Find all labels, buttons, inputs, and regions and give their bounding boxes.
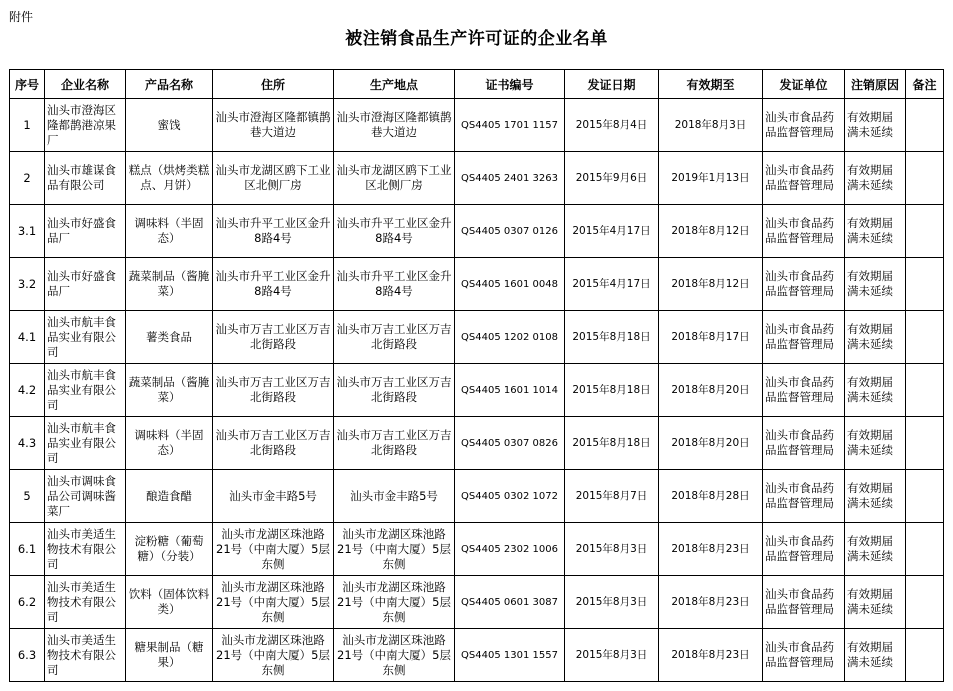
cell-cert: QS4405 0601 3087 bbox=[455, 576, 565, 629]
cell-no: 4.2 bbox=[10, 364, 45, 417]
cell-product: 糖果制品（糖果） bbox=[126, 629, 213, 682]
cell-reason: 有效期届满未延续 bbox=[845, 205, 906, 258]
cell-issuer: 汕头市食品药品监督管理局 bbox=[763, 205, 845, 258]
cell-address: 汕头市万吉工业区万吉北街路段 bbox=[213, 417, 334, 470]
cell-cert: QS4405 1202 0108 bbox=[455, 311, 565, 364]
cell-cert: QS4405 0307 0826 bbox=[455, 417, 565, 470]
cell-cert: QS4405 1601 0048 bbox=[455, 258, 565, 311]
cell-issuer: 汕头市食品药品监督管理局 bbox=[763, 152, 845, 205]
cell-issue-date: 2015年8月4日 bbox=[565, 99, 659, 152]
cell-no: 2 bbox=[10, 152, 45, 205]
cell-company: 汕头市美适生物技术有限公司 bbox=[45, 523, 126, 576]
cell-reason: 有效期届满未延续 bbox=[845, 364, 906, 417]
cell-reason: 有效期届满未延续 bbox=[845, 258, 906, 311]
cell-issue-date: 2015年8月18日 bbox=[565, 417, 659, 470]
header-address: 住所 bbox=[213, 70, 334, 99]
cell-no: 4.3 bbox=[10, 417, 45, 470]
cell-product: 糕点（烘烤类糕点、月饼） bbox=[126, 152, 213, 205]
cell-cert: QS4405 2302 1006 bbox=[455, 523, 565, 576]
cell-issuer: 汕头市食品药品监督管理局 bbox=[763, 629, 845, 682]
cell-address: 汕头市升平工业区金升8路4号 bbox=[213, 205, 334, 258]
cell-company: 汕头市航丰食品实业有限公司 bbox=[45, 364, 126, 417]
cell-site: 汕头市升平工业区金升8路4号 bbox=[334, 258, 455, 311]
cell-expiry: 2018年8月23日 bbox=[659, 629, 763, 682]
cell-site: 汕头市万吉工业区万吉北街路段 bbox=[334, 417, 455, 470]
cell-no: 6.3 bbox=[10, 629, 45, 682]
cell-issue-date: 2015年8月7日 bbox=[565, 470, 659, 523]
cancelled-license-table bbox=[9, 69, 944, 682]
cell-site: 汕头市万吉工业区万吉北街路段 bbox=[334, 364, 455, 417]
cell-remark bbox=[906, 417, 944, 470]
cell-issuer: 汕头市食品药品监督管理局 bbox=[763, 258, 845, 311]
cell-product: 蔬菜制品（酱腌菜） bbox=[126, 258, 213, 311]
cell-cert: QS4405 0307 0126 bbox=[455, 205, 565, 258]
cell-no: 6.2 bbox=[10, 576, 45, 629]
cell-product: 饮料（固体饮料类） bbox=[126, 576, 213, 629]
table-row bbox=[10, 205, 944, 258]
table-row bbox=[10, 629, 944, 682]
cell-address: 汕头市龙湖区珠池路21号（中南大厦）5层东侧 bbox=[213, 629, 334, 682]
table-row bbox=[10, 523, 944, 576]
cell-company: 汕头市雄谋食品有限公司 bbox=[45, 152, 126, 205]
cell-address: 汕头市升平工业区金升8路4号 bbox=[213, 258, 334, 311]
table-row bbox=[10, 364, 944, 417]
cell-product: 蜜饯 bbox=[126, 99, 213, 152]
cell-issuer: 汕头市食品药品监督管理局 bbox=[763, 523, 845, 576]
cell-reason: 有效期届满未延续 bbox=[845, 417, 906, 470]
attachment-label: 附件 bbox=[9, 10, 34, 24]
cell-cert: QS4405 2401 3263 bbox=[455, 152, 565, 205]
cell-expiry: 2018年8月17日 bbox=[659, 311, 763, 364]
cell-reason: 有效期届满未延续 bbox=[845, 152, 906, 205]
cell-site: 汕头市龙湖区珠池路21号（中南大厦）5层东侧 bbox=[334, 576, 455, 629]
cell-issue-date: 2015年4月17日 bbox=[565, 205, 659, 258]
cell-no: 1 bbox=[10, 99, 45, 152]
cell-company: 汕头市航丰食品实业有限公司 bbox=[45, 417, 126, 470]
cell-company: 汕头市美适生物技术有限公司 bbox=[45, 576, 126, 629]
cell-remark bbox=[906, 152, 944, 205]
cell-expiry: 2018年8月12日 bbox=[659, 205, 763, 258]
cell-issue-date: 2015年8月3日 bbox=[565, 629, 659, 682]
table-row bbox=[10, 99, 944, 152]
cell-issue-date: 2015年8月18日 bbox=[565, 311, 659, 364]
cell-no: 6.1 bbox=[10, 523, 45, 576]
cell-cert: QS4405 1301 1557 bbox=[455, 629, 565, 682]
cell-reason: 有效期届满未延续 bbox=[845, 523, 906, 576]
cell-reason: 有效期届满未延续 bbox=[845, 470, 906, 523]
header-company: 企业名称 bbox=[45, 70, 126, 99]
cell-product: 调味料（半固态） bbox=[126, 417, 213, 470]
cell-no: 3.1 bbox=[10, 205, 45, 258]
cell-issuer: 汕头市食品药品监督管理局 bbox=[763, 99, 845, 152]
cell-no: 3.2 bbox=[10, 258, 45, 311]
cell-expiry: 2018年8月12日 bbox=[659, 258, 763, 311]
cell-company: 汕头市好盛食品厂 bbox=[45, 258, 126, 311]
table-row bbox=[10, 311, 944, 364]
cell-no: 4.1 bbox=[10, 311, 45, 364]
cell-company: 汕头市美适生物技术有限公司 bbox=[45, 629, 126, 682]
cell-issue-date: 2015年8月3日 bbox=[565, 523, 659, 576]
cell-expiry: 2018年8月23日 bbox=[659, 576, 763, 629]
header-expiry: 有效期至 bbox=[659, 70, 763, 99]
header-remark: 备注 bbox=[906, 70, 944, 99]
cell-cert: QS4405 1601 1014 bbox=[455, 364, 565, 417]
cell-company: 汕头市调味食品公司调味酱菜厂 bbox=[45, 470, 126, 523]
cell-site: 汕头市万吉工业区万吉北街路段 bbox=[334, 311, 455, 364]
cell-remark bbox=[906, 99, 944, 152]
cell-cert: QS4405 1701 1157 bbox=[455, 99, 565, 152]
cell-address: 汕头市金丰路5号 bbox=[213, 470, 334, 523]
cell-expiry: 2018年8月3日 bbox=[659, 99, 763, 152]
cell-issue-date: 2015年8月18日 bbox=[565, 364, 659, 417]
cell-expiry: 2018年8月28日 bbox=[659, 470, 763, 523]
cell-product: 蔬菜制品（酱腌菜） bbox=[126, 364, 213, 417]
cell-issue-date: 2015年8月3日 bbox=[565, 576, 659, 629]
table-row bbox=[10, 576, 944, 629]
cell-remark bbox=[906, 629, 944, 682]
cell-address: 汕头市龙湖区鸥下工业区北侧厂房 bbox=[213, 152, 334, 205]
cell-product: 调味料（半固态） bbox=[126, 205, 213, 258]
header-site: 生产地点 bbox=[334, 70, 455, 99]
cell-site: 汕头市龙湖区鸥下工业区北侧厂房 bbox=[334, 152, 455, 205]
table-row bbox=[10, 470, 944, 523]
cell-issuer: 汕头市食品药品监督管理局 bbox=[763, 576, 845, 629]
cell-remark bbox=[906, 311, 944, 364]
cell-no: 5 bbox=[10, 470, 45, 523]
cell-remark bbox=[906, 205, 944, 258]
cell-reason: 有效期届满未延续 bbox=[845, 311, 906, 364]
cell-issuer: 汕头市食品药品监督管理局 bbox=[763, 311, 845, 364]
document-title: 被注销食品生产许可证的企业名单 bbox=[345, 29, 608, 49]
cell-remark bbox=[906, 523, 944, 576]
table-row bbox=[10, 152, 944, 205]
cell-expiry: 2018年8月20日 bbox=[659, 364, 763, 417]
cell-company: 汕头市航丰食品实业有限公司 bbox=[45, 311, 126, 364]
cell-cert: QS4405 0302 1072 bbox=[455, 470, 565, 523]
header-issue-date: 发证日期 bbox=[565, 70, 659, 99]
cell-site: 汕头市澄海区隆都镇鹊巷大道边 bbox=[334, 99, 455, 152]
cell-expiry: 2018年8月23日 bbox=[659, 523, 763, 576]
table-row bbox=[10, 258, 944, 311]
header-issuer: 发证单位 bbox=[763, 70, 845, 99]
cell-remark bbox=[906, 258, 944, 311]
header-reason: 注销原因 bbox=[845, 70, 906, 99]
cell-address: 汕头市万吉工业区万吉北街路段 bbox=[213, 311, 334, 364]
cell-remark bbox=[906, 576, 944, 629]
cell-issuer: 汕头市食品药品监督管理局 bbox=[763, 364, 845, 417]
cell-address: 汕头市龙湖区珠池路21号（中南大厦）5层东侧 bbox=[213, 523, 334, 576]
header-cert: 证书编号 bbox=[455, 70, 565, 99]
cell-reason: 有效期届满未延续 bbox=[845, 629, 906, 682]
header-product: 产品名称 bbox=[126, 70, 213, 99]
cell-remark bbox=[906, 470, 944, 523]
cell-remark bbox=[906, 364, 944, 417]
cell-issue-date: 2015年9月6日 bbox=[565, 152, 659, 205]
cell-issuer: 汕头市食品药品监督管理局 bbox=[763, 417, 845, 470]
cell-site: 汕头市龙湖区珠池路21号（中南大厦）5层东侧 bbox=[334, 523, 455, 576]
cell-address: 汕头市澄海区隆都镇鹊巷大道边 bbox=[213, 99, 334, 152]
cell-reason: 有效期届满未延续 bbox=[845, 99, 906, 152]
cell-expiry: 2019年1月13日 bbox=[659, 152, 763, 205]
cell-site: 汕头市金丰路5号 bbox=[334, 470, 455, 523]
cell-product: 淀粉糖（葡萄糖）（分装） bbox=[126, 523, 213, 576]
cell-expiry: 2018年8月20日 bbox=[659, 417, 763, 470]
header-no: 序号 bbox=[10, 70, 45, 99]
cell-product: 薯类食品 bbox=[126, 311, 213, 364]
cell-company: 汕头市澄海区隆都鹊港凉果厂 bbox=[45, 99, 126, 152]
table-row bbox=[10, 417, 944, 470]
cell-address: 汕头市龙湖区珠池路21号（中南大厦）5层东侧 bbox=[213, 576, 334, 629]
cell-address: 汕头市万吉工业区万吉北街路段 bbox=[213, 364, 334, 417]
cell-issuer: 汕头市食品药品监督管理局 bbox=[763, 470, 845, 523]
table-header-row bbox=[10, 70, 944, 99]
cell-site: 汕头市升平工业区金升8路4号 bbox=[334, 205, 455, 258]
cell-reason: 有效期届满未延续 bbox=[845, 576, 906, 629]
cell-company: 汕头市好盛食品厂 bbox=[45, 205, 126, 258]
cell-issue-date: 2015年4月17日 bbox=[565, 258, 659, 311]
cell-site: 汕头市龙湖区珠池路21号（中南大厦）5层东侧 bbox=[334, 629, 455, 682]
cell-product: 酿造食醋 bbox=[126, 470, 213, 523]
